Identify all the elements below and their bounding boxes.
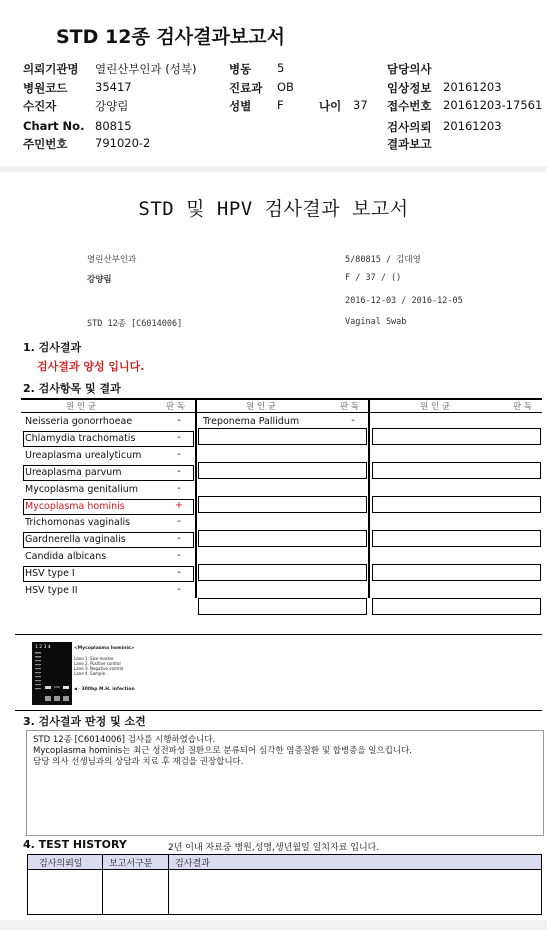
gel-electrophoresis-image — [32, 642, 72, 705]
value-requesting-institution: 열린산부인과 (성북) — [95, 62, 197, 76]
value-sex: F — [277, 98, 284, 112]
empty-result-cell — [372, 462, 541, 479]
label-resident-no: 주민번호 — [23, 137, 68, 151]
col-header-organism: 원 인 균 — [66, 402, 97, 412]
value-clinical-info: 20161203 — [443, 80, 502, 94]
organism-name: Mycoplasma hominis — [25, 500, 125, 512]
report-sheet — [0, 172, 547, 920]
organism-result: - — [177, 567, 181, 579]
history-note: 2년 이내 자료중 병원,성명,생년월일 일치자료 입니다. — [168, 843, 380, 853]
empty-result-cell — [198, 598, 367, 615]
empty-result-cell — [198, 564, 367, 581]
label-patient: 수진자 — [23, 99, 57, 113]
empty-result-cell — [372, 428, 541, 445]
report-title: STD 및 HPV 검사결과 보고서 — [138, 198, 409, 220]
info-chart-doctor: 5/80815 / 김대영 — [345, 255, 421, 265]
organism-result: - — [177, 448, 181, 460]
label-sex: 성별 — [229, 99, 252, 113]
value-hospital-code: 35417 — [95, 80, 132, 94]
label-ward: 병동 — [229, 62, 252, 76]
label-receipt-no: 접수번호 — [387, 99, 432, 113]
organism-result: - — [177, 550, 181, 562]
gel-caption-line: Lane 3. Negative control — [74, 666, 124, 671]
history-table — [27, 854, 542, 915]
opinion-box — [26, 730, 544, 836]
section-4-title: 4. TEST HISTORY — [23, 838, 127, 851]
empty-result-cell — [198, 530, 367, 547]
col-header-judgement: 판 독 — [513, 402, 533, 412]
info-patient: 강양림 — [87, 275, 112, 285]
empty-result-cell — [198, 496, 367, 513]
gel-band-label: ◀ – 300bp M.H. infection — [74, 686, 135, 692]
empty-result-cell — [372, 564, 541, 581]
info-test-code: STD 12종 [C6014006] — [87, 319, 183, 329]
organism-result: - — [177, 584, 181, 595]
organism-name: Trichomonas vaginalis — [25, 517, 131, 529]
organism-name: Chlamydia trachomatis — [25, 432, 136, 444]
svg-text:1 2 3 4: 1 2 3 4 — [35, 645, 51, 650]
value-ward: 5 — [277, 61, 285, 75]
label-doctor: 담당의사 — [387, 62, 432, 76]
history-col-divider — [168, 855, 169, 914]
section-2-title: 2. 검사항목 및 결과 — [23, 382, 121, 395]
column-divider — [195, 398, 197, 598]
gel-caption-line: Lane 4. Sample — [74, 671, 106, 676]
opinion-line: STD 12종 [C6014006] 검사를 시행하였습니다. — [33, 735, 216, 745]
empty-result-cell — [372, 530, 541, 547]
col-header-organism: 원 인 균 — [246, 402, 277, 412]
organism-result: - — [177, 415, 181, 426]
organism-result: + — [174, 499, 184, 511]
organism-name: Candida albicans — [25, 551, 107, 563]
history-col-report-type: 보고서구분 — [109, 859, 153, 869]
history-col-result: 검사결과 — [175, 859, 210, 869]
label-chart-no: Chart No. — [23, 119, 85, 133]
empty-result-cell — [372, 496, 541, 513]
organism-name: HSV type I — [25, 568, 75, 580]
empty-result-cell — [198, 428, 367, 445]
history-col-divider — [102, 855, 103, 914]
section-3-title: 3. 검사결과 판정 및 소견 — [23, 715, 146, 728]
figure-bottom-rule — [15, 710, 542, 711]
column-divider — [368, 398, 370, 598]
info-specimen: Vaginal Swab — [345, 317, 407, 327]
empty-result-cell — [372, 598, 541, 615]
info-hospital: 열린산부인과 — [87, 255, 137, 265]
figure-top-rule — [15, 634, 542, 635]
empty-result-cell — [198, 462, 367, 479]
organism-name: Mycoplasma genitalium — [25, 483, 139, 495]
value-resident-no: 791020-2 — [95, 136, 151, 150]
organism-name: Gardnerella vaginalis — [25, 534, 126, 546]
gel-caption-line: Lane 1. Size marker — [74, 656, 114, 661]
organism-name: Neisseria gonorrhoeae — [25, 416, 133, 427]
header-title: STD 12종 검사결과보고서 — [56, 26, 285, 48]
col-header-organism: 원 인 균 — [420, 402, 451, 412]
label-request-date: 검사의뢰 — [387, 120, 432, 134]
section-1-title: 1. 검사결과 — [23, 341, 82, 354]
value-chart-no: 80815 — [95, 119, 132, 133]
opinion-line: 담당 의사 선생님과의 상담과 치료 후 재검을 권장합니다. — [33, 757, 244, 767]
organism-result: - — [351, 415, 355, 426]
report-header — [0, 0, 547, 166]
gel-caption-line: Lane 2. Positive control — [74, 661, 121, 666]
value-receipt-no: 20161203-17561 — [443, 98, 543, 112]
info-sex-age: F / 37 / () — [345, 273, 402, 283]
gel-caption — [74, 645, 135, 692]
label-result-report: 결과보고 — [387, 137, 432, 151]
info-dates: 2016-12-03 / 2016-12-05 — [345, 296, 463, 306]
opinion-line: Mycoplasma hominis는 최근 성전파성 질환으로 분류되어 심각한 염증질환 및 합병증을 일으킵니다. — [33, 746, 413, 756]
organism-result: - — [177, 431, 181, 443]
label-clinical-info: 임상정보 — [387, 81, 432, 95]
label-department: 진료과 — [229, 81, 263, 95]
history-table-header — [28, 855, 541, 870]
value-age: 37 — [353, 98, 368, 112]
table-header-rule — [21, 412, 542, 413]
result-summary: 검사결과 양성 입니다. — [37, 360, 145, 373]
organism-name: Ureaplasma parvum — [25, 466, 122, 478]
col-header-judgement: 판 독 — [166, 402, 186, 412]
organism-result: - — [177, 516, 181, 528]
table-top-rule — [21, 398, 542, 400]
organism-result: - — [177, 482, 181, 494]
organism-result: - — [177, 465, 181, 477]
organism-result: - — [177, 533, 181, 545]
organism-name: Treponema Pallidum — [203, 416, 300, 427]
col-header-judgement: 판 독 — [340, 402, 360, 412]
value-request-date: 20161203 — [443, 119, 502, 133]
value-department: OB — [277, 80, 294, 94]
history-col-request-date: 검사의뢰일 — [39, 859, 83, 869]
label-age: 나이 — [319, 99, 342, 113]
organism-name: HSV type II — [25, 585, 78, 596]
organism-name: Ureaplasma urealyticum — [25, 449, 142, 461]
label-hospital-code: 병원코드 — [23, 81, 68, 95]
gel-caption-title: <Mycoplasma hominis> — [74, 646, 135, 651]
label-requesting-institution: 의뢰기관명 — [23, 62, 79, 76]
value-patient: 강양림 — [95, 99, 129, 113]
